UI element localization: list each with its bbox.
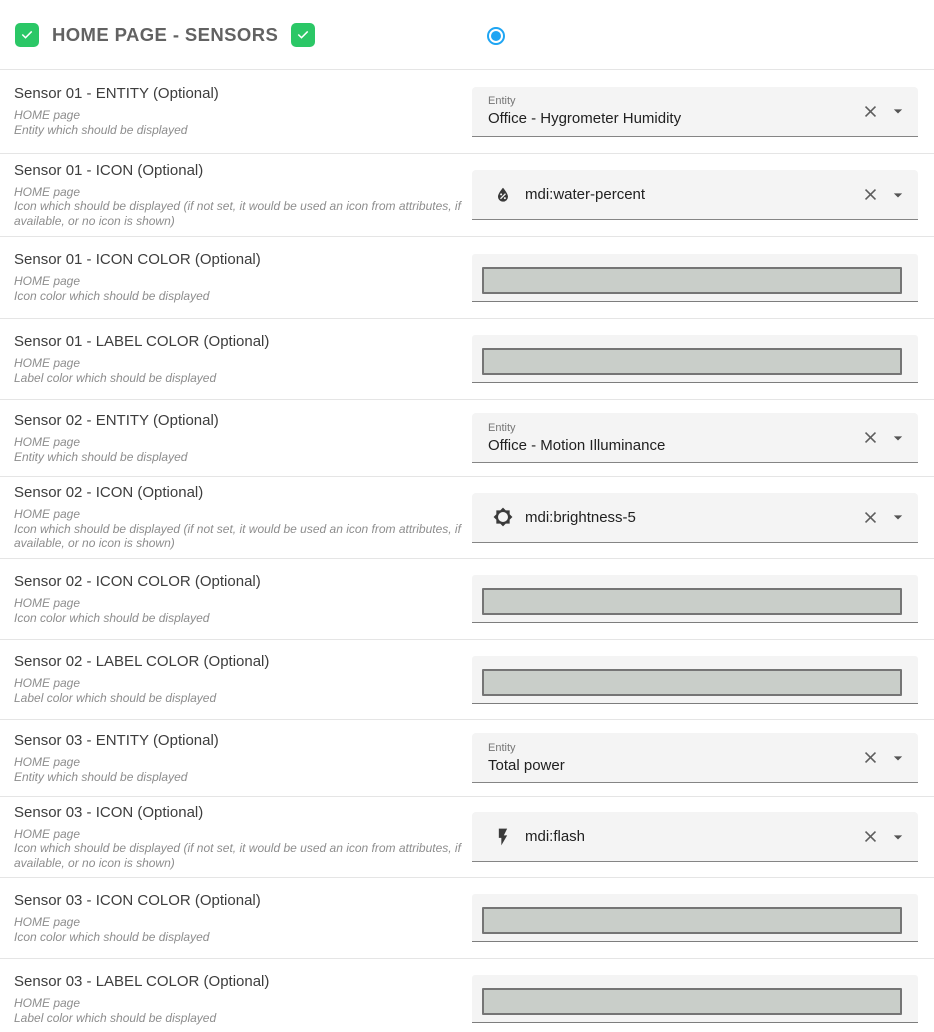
entity-select[interactable] [472, 87, 918, 137]
setting-subtitle: HOME page [14, 676, 81, 691]
setting-subtitle: HOME page [14, 108, 81, 123]
water-percent-icon [493, 185, 513, 205]
check-icon [291, 23, 315, 47]
setting-row-sensor02-icon [0, 476, 934, 558]
chevron-down-icon[interactable] [888, 827, 908, 847]
setting-row-sensor03-icon [0, 796, 934, 877]
chevron-down-icon[interactable] [888, 101, 908, 121]
field-value: Office - Motion Illuminance [488, 436, 666, 454]
color-input-container [472, 975, 918, 1023]
setting-row-sensor01-icon-color [0, 236, 934, 318]
field-value: mdi:brightness-5 [525, 508, 636, 526]
setting-description: Icon color which should be displayed [14, 929, 210, 944]
color-input-container [472, 575, 918, 623]
setting-description: Label color which should be displayed [14, 691, 217, 705]
entity-select[interactable] [472, 733, 918, 783]
icon-select[interactable] [472, 170, 918, 220]
color-input[interactable] [482, 588, 902, 615]
color-input[interactable] [482, 348, 902, 375]
setting-row-sensor02-entity [0, 399, 934, 476]
field-value: mdi:water-percent [525, 186, 646, 203]
setting-text [0, 720, 472, 796]
setting-subtitle: HOME page [14, 434, 81, 449]
setting-row-sensor01-icon [0, 153, 934, 236]
setting-title: Sensor 03 - LABEL COLOR (Optional) [14, 972, 270, 990]
field-value: mdi:flash [525, 828, 586, 845]
field-value: Office - Hygrometer Humidity [488, 110, 682, 127]
setting-row-sensor01-label-color [0, 318, 934, 399]
icon-select[interactable] [472, 812, 918, 862]
setting-description: Icon which should be displayed (if not set, it would be used an icon from attributes, if available, or no icon is shown) [14, 841, 461, 870]
setting-description: Icon color which should be displayed [14, 610, 210, 625]
color-input[interactable] [482, 907, 902, 934]
clear-icon[interactable] [861, 428, 880, 447]
color-input-container [472, 894, 918, 942]
setting-text [0, 237, 472, 318]
setting-title: Sensor 02 - ICON (Optional) [14, 484, 204, 502]
setting-description: Label color which should be displayed [14, 1010, 217, 1025]
setting-title: Sensor 01 - ICON COLOR (Optional) [14, 251, 261, 269]
setting-title: Sensor 01 - ICON (Optional) [14, 161, 204, 179]
field-label: Entity [488, 741, 516, 754]
color-input-container [472, 254, 918, 302]
field-value: Total power [488, 756, 565, 774]
section-header [0, 0, 934, 69]
setting-subtitle: HOME page [14, 826, 81, 841]
setting-description: Icon color which should be displayed [14, 289, 210, 303]
setting-text [0, 797, 472, 877]
setting-row-sensor03-entity [0, 719, 934, 796]
field-label: Entity [488, 421, 516, 434]
setting-description: Entity which should be displayed [14, 449, 188, 464]
page-title: HOME PAGE - SENSORS [52, 23, 279, 45]
setting-subtitle: HOME page [14, 595, 81, 610]
setting-subtitle: HOME page [14, 274, 81, 289]
setting-subtitle: HOME page [14, 355, 81, 370]
color-input[interactable] [482, 267, 902, 294]
color-input-container [472, 335, 918, 383]
setting-row-sensor02-icon-color [0, 558, 934, 639]
setting-title: Sensor 03 - ENTITY (Optional) [14, 731, 219, 749]
setting-text [0, 878, 472, 958]
chevron-down-icon[interactable] [888, 185, 908, 205]
color-input-container [472, 656, 918, 704]
setting-description: Label color which should be displayed [14, 370, 217, 385]
setting-row-sensor01-entity [0, 69, 934, 153]
chevron-down-icon[interactable] [888, 428, 908, 448]
setting-subtitle: HOME page [14, 507, 81, 522]
clear-icon[interactable] [861, 508, 880, 527]
setting-row-sensor03-icon-color [0, 877, 934, 958]
setting-subtitle: HOME page [14, 184, 81, 199]
setting-text [0, 319, 472, 399]
setting-description: Icon which should be displayed (if not set, it would be used an icon from attributes, if available, or no icon is shown) [14, 199, 461, 228]
color-input[interactable] [482, 669, 902, 696]
setting-title: Sensor 02 - LABEL COLOR (Optional) [14, 653, 270, 671]
setting-title: Sensor 03 - ICON (Optional) [14, 803, 204, 821]
setting-row-sensor02-label-color [0, 639, 934, 719]
setting-text [0, 559, 472, 639]
setting-text [0, 154, 472, 236]
setting-text [0, 70, 472, 153]
setting-subtitle: HOME page [14, 914, 81, 929]
icon-select[interactable] [472, 493, 918, 543]
field-label: Entity [488, 95, 516, 107]
radio-button-selected[interactable] [487, 27, 505, 45]
brightness-5-icon [493, 507, 513, 527]
color-input[interactable] [482, 988, 902, 1015]
check-icon [15, 23, 39, 47]
entity-select[interactable] [472, 413, 918, 463]
setting-description: Entity which should be displayed [14, 769, 188, 784]
clear-icon[interactable] [861, 748, 880, 767]
setting-title: Sensor 02 - ICON COLOR (Optional) [14, 572, 261, 590]
clear-icon[interactable] [861, 102, 880, 121]
clear-icon[interactable] [861, 827, 880, 846]
setting-description: Entity which should be displayed [14, 123, 188, 137]
setting-text [0, 959, 472, 1032]
setting-row-sensor03-label-color [0, 958, 934, 1032]
clear-icon[interactable] [861, 185, 880, 204]
setting-text [0, 477, 472, 558]
flash-icon [493, 827, 513, 847]
setting-text [0, 640, 472, 719]
setting-text [0, 400, 472, 476]
setting-description: Icon which should be displayed (if not set, it would be used an icon from attributes, if available, or no icon is shown) [14, 521, 461, 551]
setting-title: Sensor 01 - LABEL COLOR (Optional) [14, 332, 270, 350]
setting-title: Sensor 01 - ENTITY (Optional) [14, 85, 219, 103]
setting-subtitle: HOME page [14, 995, 81, 1010]
setting-subtitle: HOME page [14, 754, 81, 769]
chevron-down-icon[interactable] [888, 748, 908, 768]
radio-dot [491, 31, 501, 41]
chevron-down-icon[interactable] [888, 507, 908, 527]
setting-title: Sensor 03 - ICON COLOR (Optional) [14, 891, 261, 909]
setting-title: Sensor 02 - ENTITY (Optional) [14, 411, 219, 429]
